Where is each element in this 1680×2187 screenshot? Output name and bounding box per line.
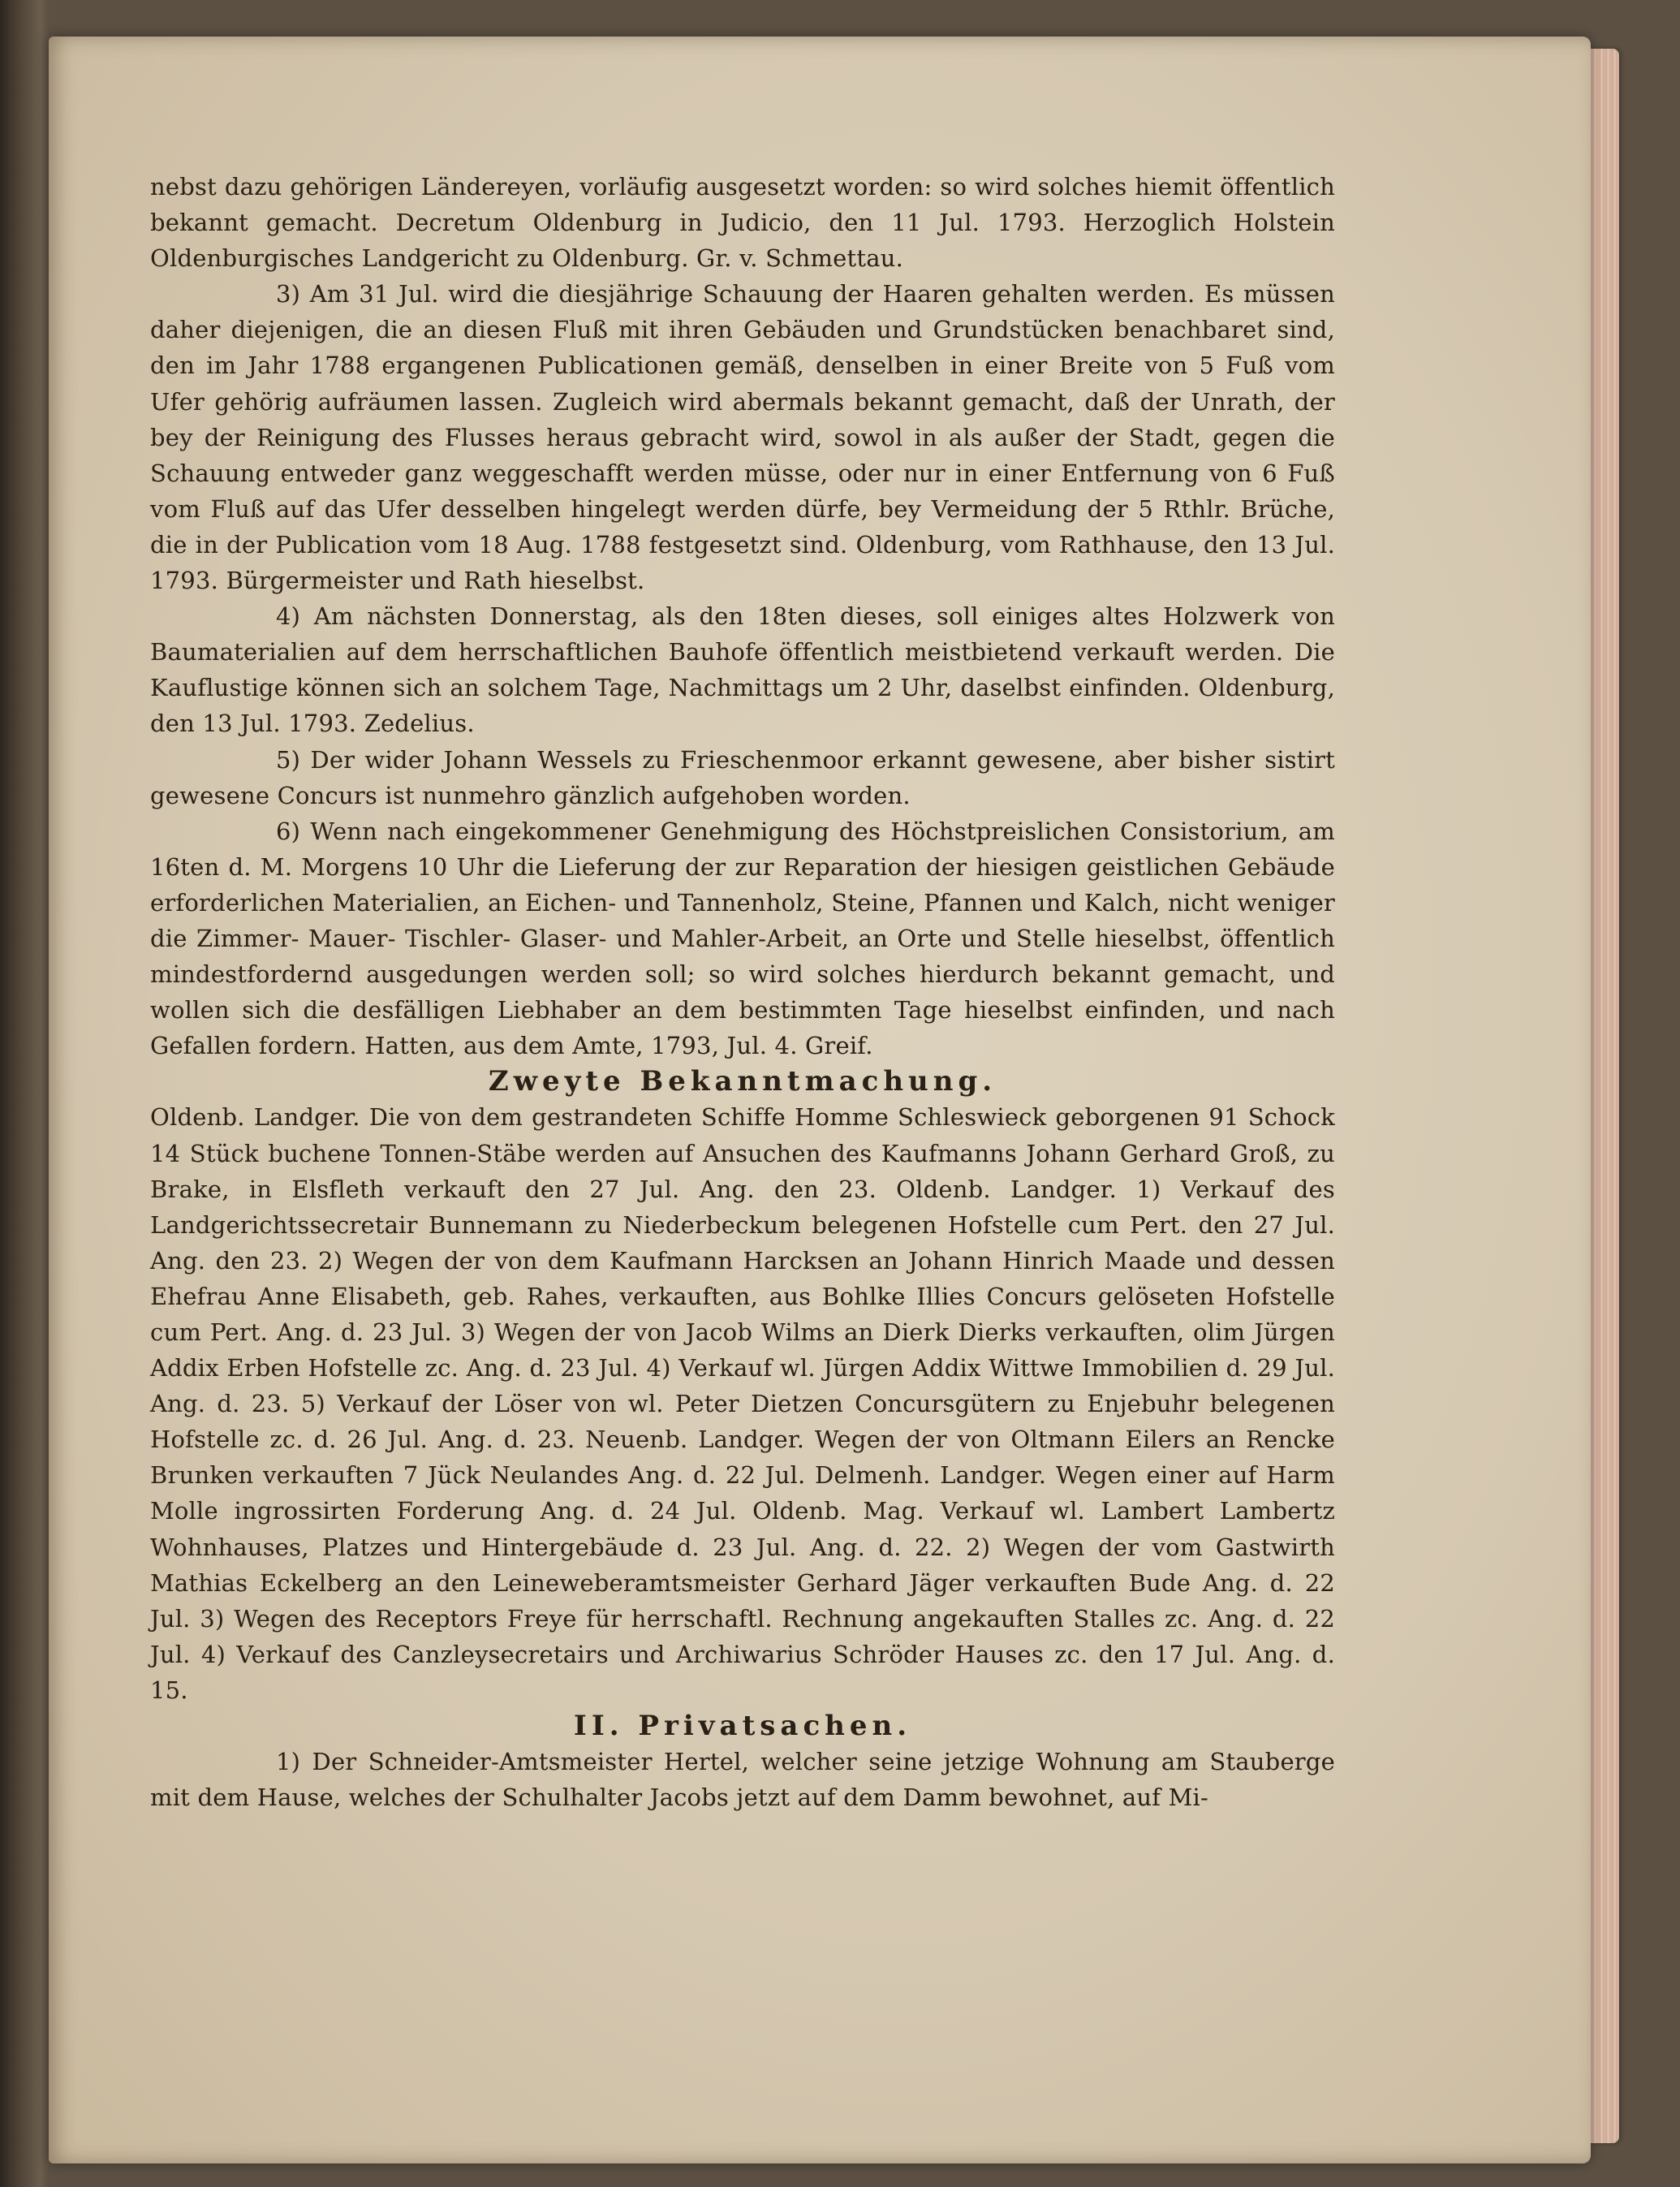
paragraph-5: 5) Der wider Johann Wessels zu Frieschenmoor erkannt gewesene, aber bisher sistirt gewesene Concurs ist nunmehro gänzlich aufgehoben worden. xyxy=(150,745,1335,809)
paragraph-announcements: Oldenb. Landger. Die von dem gestrandeten Schiffe Homme Schleswieck geborgenen 91 Schock 14 Stück buchene Tonnen-Stäbe werden auf Ansuchen des Kaufmanns Johann Gerhard Groß, zu Brake, in Elsfleth verkauft den 27 Jul. Ang. den 23. Oldenb. Landger. 1) Verkauf des Landgerichtssecretair Bunnemann zu Niederbeckum belegenen Hofstelle cum Pert. den 27 Jul. Ang. den 23. 2) Wegen der von dem Kaufmann Harcksen an Johann Hinrich Maade und dessen Ehefrau Anne Elisabeth, geb. Rahes, verkauften, aus Bohlke Illies Concurs gelöseten Hofstelle cum Pert. Ang. d. 23 Jul. 3) Wegen der von Jacob Wilms an Dierk Dierks verkauften, olim Jürgen Addix Erben Hofstelle zc. Ang. d. 23 Jul. 4) Verkauf wl. Jürgen Addix Wittwe Immobilien d. 29 Jul. Ang. d. 23. 5) Verkauf der Löser von wl. Peter Dietzen Concursgütern zu Enjebuhr belegenen Hofstelle zc. d. 26 Jul. Ang. d. 23. Neuenb. Landger. Wegen der von Oltmann Eilers an Rencke Brunken verkauften 7 Jück Neulandes Ang. d. 22 Jul. Delmenh. Landger. Wegen einer auf Harm Molle ingrossirten Forderung Ang. d. 24 Jul. Oldenb. Mag. Verkauf wl. Lambert Lambertz Wohnhauses, Platzes und Hintergebäude d. 23 Jul. Ang. d. 22. 2) Wegen der vom Gastwirth Mathias Eckelberg an den Leineweberamtsmeister Gerhard Jäger verkauften Bude Ang. d. 22 Jul. 3) Wegen des Receptors Freye für herrschaftl. Rechnung angekauften Stalles zc. Ang. d. 22 Jul. 4) Verkauf des Canzleysecretairs und Archiwarius Schröder Hauses zc. den 17 Jul. Ang. d. 15. xyxy=(150,1103,1335,1704)
paragraph-6: 6) Wenn nach eingekommener Genehmigung des Höchstpreislichen Consistorium, am 16ten d. M. Morgens 10 Uhr die Lieferung der zur Reparation der hiesigen geistlichen Gebäude erforderlichen Materialien, an Eichen- und Tannenholz, Steine, Pfannen und Kalch, nicht weniger die Zimmer- Mauer- Tischler- Glaser- und Mahler-Arbeit, an Orte und Stelle hieselbst, öffentlich mindestfordernd ausgedungen werden soll; so wird solches hierdurch bekannt gemacht, und wollen sich die desfälligen Liebhaber an dem bestimmten Tage hieselbst einfinden, und nach Gefallen fordern. Hatten, aus dem Amte, 1793, Jul. 4. Greif. xyxy=(150,817,1335,1060)
paragraph-continuation: nebst dazu gehörigen Ländereyen, vorläufig ausgesetzt worden: so wird solches hiemit öffentlich bekannt gemacht. Decretum Oldenburg in Judicio, den 11 Jul. 1793. Herzoglich Holstein Oldenburgisches Landgericht zu Oldenburg. Gr. v. Schmettau. xyxy=(150,173,1335,273)
section-heading-zweyte: Zweyte Bekanntmachung. xyxy=(488,1065,997,1098)
paragraph-private-1: 1) Der Schneider-Amtsmeister Hertel, welcher seine jetzige Wohnung am Stauberge mit dem Hause, welches der Schulhalter Jacobs jetzt auf dem Damm bewohnet, auf Mi- xyxy=(150,1748,1335,1812)
paragraph-3: 3) Am 31 Jul. wird die diesjährige Schauung der Haaren gehalten werden. Es müssen daher diejenigen, die an diesen Fluß mit ihren Gebäuden und Grundstücken benachbaret sind, den im Jahr 1788 ergangenen Publicationen gemäß, denselben in einer Breite von 5 Fuß vom Ufer gehörig aufräumen lassen. Zugleich wird abermals bekannt gemacht, daß der Unrath, der bey der Reinigung des Flusses heraus gebracht wird, sowol in als außer der Stadt, gegen die Schauung entweder ganz weggeschafft werden müsse, oder nur in einer Entfernung von 6 Fuß vom Fluß auf das Ufer desselben hingelegt werden dürfe, bey Vermeidung der 5 Rthlr. Brüche, die in der Publication vom 18 Aug. 1788 festgesetzt sind. Oldenburg, vom Rathhause, den 13 Jul. 1793. Bürgermeister und Rath hieselbst. xyxy=(150,280,1335,595)
paragraph-4: 4) Am nächsten Donnerstag, als den 18ten dieses, soll einiges altes Holzwerk von Baumaterialien auf dem herrschaftlichen Bauhofe öffentlich meistbietend verkauft werden. Die Kauflustige können sich an solchem Tage, Nachmittags um 2 Uhr, daselbst einfinden. Oldenburg, den 13 Jul. 1793. Zedelius. xyxy=(150,602,1335,738)
section-heading-privatsachen: II. Privatsachen. xyxy=(573,1710,912,1743)
page-text xyxy=(150,169,1335,1815)
